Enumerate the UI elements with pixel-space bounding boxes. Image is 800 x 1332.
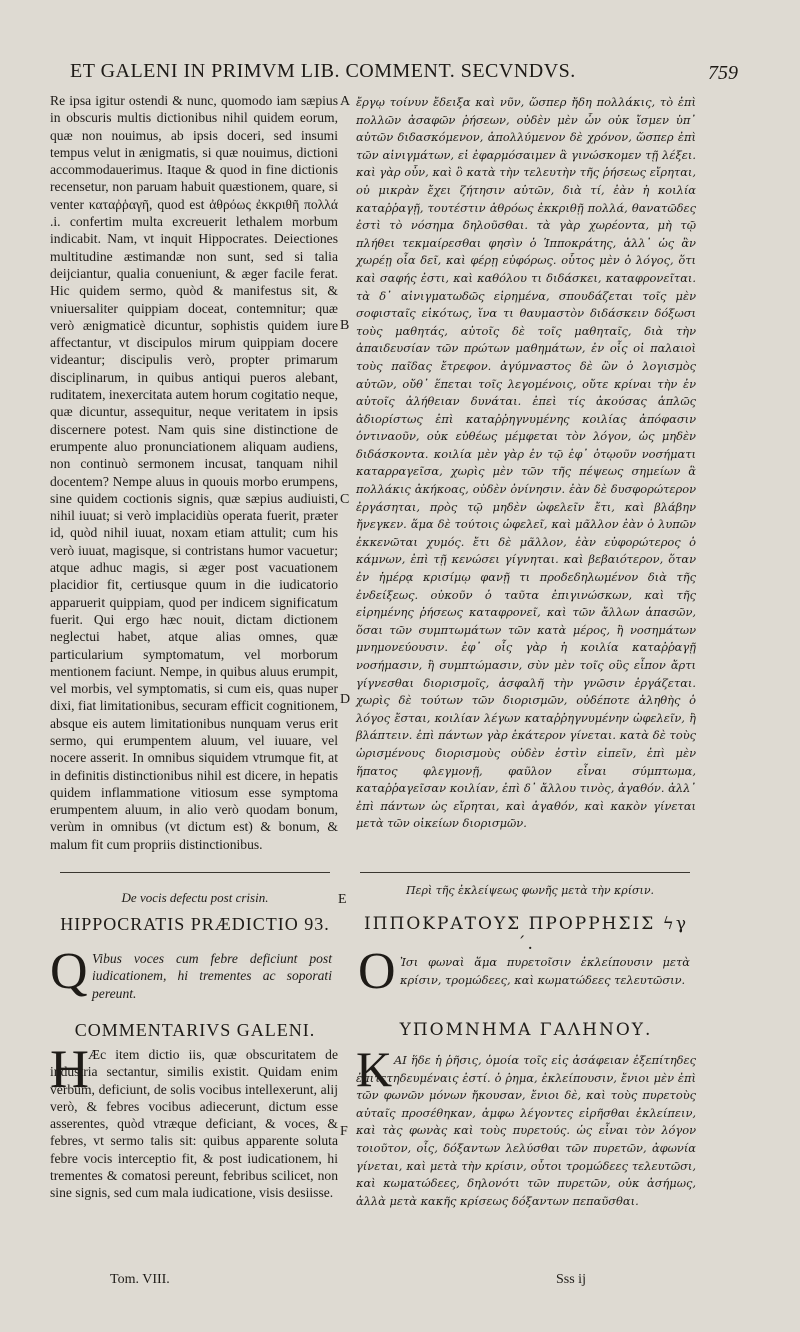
latin-prediction-initial: Q — [50, 943, 88, 1000]
latin-galen-text: Æc item dictio iis, quæ obscuritatem de industria sectantur, similis existit. Quidam enim verbum, deficiunt, de solis vocibus intellexerunt, alij verò, & febres vocibus adiecerunt, dictum esse asserentes, quòd vtræque deficiant, & voces, & febres, vt sermo talis sit: quibus apparente soluta febre vocis interceptio fit, & post iudicationem, hi trementes & comatosi pereunt, febribus scilicet, non sine signis, sed cum mala iudicatione, visis desiisse. — [50, 1047, 338, 1201]
latin-galen-initial: H — [50, 1039, 89, 1099]
latin-prediction-text: Vibus voces cum febre deficiunt post iudicationem, hi trementes ac soporati pereunt. — [92, 951, 332, 1001]
margin-letter-e: E — [338, 892, 347, 907]
greek-galen-text: ΑΙ ἥδε ἡ ῥῆσις, ὁμοία τοῖς εἰς ἀσάφειαν ἐξεπίτηδες ἐπιτετηδευμέναις ἐστί. ὁ ῥημα, ἐκλείπουσιν, ἔνιοι μὲν ἐπὶ τῶν φωνῶν μόνων ἤκουσαν, ἔνιοι δὲ, καὶ τοὺς πυρετοὺς αὐταῖς προσέθηκαν, ἀμφω λέγοντες εἰρῆσθαι ἐκλείπειν, καὶ τὰς φωνὰς καὶ τοὺς πυρετούς. ὡς εἶναι τὸν λόγον τοιοῦτον, οἷς, δόξαντων λελύσθαι τῶν πυρετῶν, ἀφωνία γίνεται, καὶ μετὰ τὴν κρίσιν, οὗτοι τρομώδεες τελευτῶσι, καὶ κωματώδεες, δηλονότι τῶν πυρετῶν, οὐκ ἀσήμως, ἀλλὰ μετὰ κακῆς κρίσεως δόξαντων πεπαῦσθαι. — [356, 1053, 696, 1208]
greek-commentary-column — [356, 94, 696, 833]
latin-caption: De vocis defectu post crisin. — [121, 890, 269, 905]
right-divider-rule — [360, 872, 690, 873]
latin-commentary-column — [50, 92, 338, 853]
left-divider-rule — [60, 872, 330, 873]
page-number: 759 — [708, 62, 738, 84]
margin-letter-b: B — [340, 318, 350, 333]
running-head: ET GALENI IN PRIMVM LIB. COMMENT. SECVNDVS. — [70, 60, 576, 82]
volume-label: Tom. VIII. — [110, 1272, 170, 1287]
margin-letter-f: F — [340, 1124, 348, 1139]
latin-commentary-text: Re ipsa igitur ostendi & nunc, quomodo iam sæpius in obscuris multis dictionibus nihil quidem eorum, quæ non nouimus, ab ipsis doceri, sed insumi tempus velut in ænigmatis, si quæ nouimus, dictioni accommodauerimus. Itaque & quod in fine dictionis recensetur, non paruam habuit quæstionem, quare, si venter καταῤῥαγῆ, quod est ἀθρόως ἐκκριθῆ πολλά .i. confertim multa excreuerit lethalem morbum indicabit. Nam, vt inquit Hippocrates. Deiectiones multitudine æstimandæ non sunt, sed si talia deijciantur, qualia conueniunt, & æger facile ferat. Hic quidem sermo, quòd & manifestus sit, & vniuersaliter quippiam doceat, contemnitur; quæ verò ænigmaticè dicuntur, sophistis quidem iure affectantur, vt discipulos mirum quippiam docere videantur; discipulis verò, propter primarum disciplinarum, in quibus antiqui pueros alebant, ruditatem, inexercitata autem horum cogitatio neque, quæ dicuntur, assequitur, neque veritatem in ipsis discernere potest. Nam quis sine distinctione de erumpente aluo pronunciationem aliquam audiens, non continuò sermonem incusat, tanquam nihil docentem? Nempe aluus in quouis morbo erumpens, sine quidem coctionis signis, quæ sæpius audiuisti, nihil iuuat; si verò implacidiùs operata fuerit, præter id, quòd nihil iuuat, noxam etiam attulit; cum his verò iuuat, magisque, si contristans humor vacuetur; atque adhuc magis, si æger post vacuationem placidior fit, certiusque quum in die iudicatorio apparuerit quippiam, quod per indicem significatum fuerit. Qui ergo hæc nouit, dictam dictionem neglectui habet, atque alias omnes, quæ particularium symptomatum, vel morborum mentionem faciunt. Nempe, in quibus aluus erumpit, vel morbis, vel symptomatis, si cum eis, quas nuper dixi, fiat limitationibus, securam efficit cognitionem, absque eis autem limitationibus nunquam verus erit sermo, qui erumpentem aluum, vel iuuare, vel nocere asserit. In omnibus siquidem vtrumque fit, at in definitis distinctionibus nihil est dicere, in hepatis quidem inflammatione vitiosum esse symptoma erumpentem aluum, in alio verò quodam bonum, verùm in omnibus (vt dictum est) & bonum, & malum fit cum propriis distinctionibus. — [50, 93, 339, 852]
greek-caption: Περὶ τῆς ἐκλείψεως φωνῆς μετὰ τὴν κρίσιν. — [405, 884, 655, 897]
margin-letter-d: D — [340, 692, 351, 707]
latin-section-title: HIPPOCRATIS PRÆDICTIO 93. — [60, 914, 330, 934]
signature-mark: Sss ij — [556, 1272, 586, 1287]
latin-commentary-title: COMMENTARIVS GALENI. — [74, 1020, 316, 1040]
greek-section-title: ΙΠΠΟΚΡΑΤΟΥΣ ΠΡΟΡΡΗΣΙΣ ϟγ´. — [363, 914, 689, 954]
greek-prediction-text: Ἰσι φωναὶ ἅμα πυρετοῖσιν ἐκλείπουσιν μετὰ κρίσιν, τρομώδεες, καὶ κωματώδεες τελευτῶσιν. — [400, 955, 690, 987]
greek-galen-initial: K — [356, 1041, 393, 1097]
greek-commentary-text: ἔργῳ τοίνυν ἔδειξα καὶ νῦν, ὥσπερ ἤδη πολλάκις, τὸ ἐπὶ πολλῶν ἀσαφῶν ῥήσεων, οὐδὲν μὲν ὧν οὐκ ἴσμεν ὑπ᾽ αὐτῶν διδασκόμενον, ἀπολλύμενον δὲ χρόνον, ὥσπερ ἐπὶ τῶν αἰνιγμάτων, εἰ ἐφαρμόσαιμεν ἃ γινώσκομεν τῇ λέξει. καὶ γὰρ οὖν, καὶ ὃ κατὰ τὴν τελευτὴν τῆς ῥήσεως εἴρηται, οὐ μικρὰν ἔχει ζήτησιν αὐτῶν, διὰ τί, ἐὰν ἡ κοιλία καταῤῥαγῇ, τουτέστιν ἀθρόως ἐκκριθῇ πολλά, θανατῶδες ἐστὶ τὸ νόσημα δηλοῦσθαι. τὰ γὰρ χωρέοντα, μὴ τῷ πλήθει τεκμαίρεσθαι φησὶν ὁ Ἱπποκράτης, ἀλλ᾽ ὡς ἂν χωρέῃ οἷα δεῖ, καὶ φέρῃ εὐφόρως. οὗτος μὲν ὁ λόγος, ὅτι καὶ σαφής ἐστι, καὶ καθόλου τι διδάσκει, καταφρονεῖται. τὰ δ᾽ αἰνιγματωδῶς εἰρημένα, σπουδάζεται τοῖς μὲν σοφισταῖς εἰκότως, ἵνα τι θαυμαστὸν διδάσκειν δόξωσι τοὺς μαθητάς, αὐτοῖς δὲ τοῖς μαθηταῖς, διὰ τὴν ἀπαιδευσίαν τῶν πρώτων μαθημάτων, ἐν οἷς οἱ παλαιοὶ τοὺς παῖδας ἔτρεφον. ἀγύμναστος δὲ ὢν ὁ λογισμὸς αὐτῶν, οὔθ᾽ ἕπεται τοῖς λεγομένοις, οὔτε κρίναι τὴν ἐν αὐτοῖς ἀλήθειαν δυνάται. ἐπεὶ τίς ἀκούσας ἁπλῶς ἀδιορίστως ἐπὶ καταῤῥηγνυμένης κοιλίας ἀπόφασιν ὁντιναοῦν, οὐκ εὐθέως μέμφεται τὸν λόγον, ὡς μηδὲν διδάσκοντα. κοιλία μὲν γὰρ ἐν τῷ ἐφ᾽ ὁτῳοῦν νοσήματι καταρραγεῖσα, χωρὶς μὲν τῶν τῆς πέψεως σημείων ἃ πολλάκις ἀκήκοας, οὐδὲν ὀνίνησιν. ἐὰν δὲ δυσφορώτερον ἐργάσηται, πρὸς τῷ μηδὲν ὠφελεῖν ἔτι, καὶ βλάβην ἤνεγκεν. ἅμα δὲ τούτοις ὠφελεῖ, καὶ μᾶλλον ἐὰν ὁ λυπῶν ἐκκενῶται χυμός. ἔτι δὲ μᾶλλον, ἐὰν εὐφορώτερος ὁ κάμνων, ἐπὶ τῇ κενώσει γίγνηται. καὶ βεβαιότερον, ὅταν ἐν ἡμέρᾳ κρισίμῳ φανῇ τι προδεδηλωμένον διὰ τῆς ἐνδείξεως. οὐκοῦν ὁ ταῦτα ἐπιγινώσκων, καὶ τῆς εἰρημένης ῥήσεως καταφρονεῖ, καὶ τῶν ἄλλων ἁπασῶν, ὅσαι τῶν συμπτωμάτων τῶν κατὰ μέρος, ἢ νοσημάτων μνημονεύουσιν. ἐφ᾽ οἷς γὰρ ἡ κοιλία καταῤῥαγῇ νοσήμασιν, ἢ συμπτώμασιν, σὺν μὲν τοῖς οὓς εἶπον ἄρτι γίγνεσθαι διορισμοῖς, ἀσφαλῆ τὴν γνῶσιν ἐργάζεται. χωρὶς δὲ τούτων τῶν διορισμῶν, οὐδέποτε ἀληθὴς ὁ λόγος ἔσται, κοιλίαν λέγων καταῤῥηγνυμένην ὠφελεῖν, ἢ βλάπτειν. ἐπὶ πάντων γὰρ ἑκάτερον γίνεται. κατὰ δὲ τοὺς ὡρισμένους διορισμοὺς οὐδὲν ἐστὶν εἰπεῖν, ἐπὶ μὲν ἥπατος φλεγμονῇ, φαῦλον εἶναι σύμπτωμα, καταῤῥαγεῖσαν κοιλίαν, ἐπὶ δ᾽ ἄλλου τινὸς, ἀγαθόν. ἀλλ᾽ ἐπὶ πάντων ὡς εἴρηται, καὶ ἀγαθόν, καὶ κακὸν γίνεται μετὰ τῶν οἰκείων διορισμῶν. — [356, 95, 696, 831]
greek-commentary-title: ΥΠΟΜΝΗΜΑ ΓΑΛΗΝΟΥ. — [399, 1020, 653, 1040]
margin-letter-a: A — [340, 94, 351, 109]
margin-letter-c: C — [340, 492, 350, 507]
greek-prediction-initial: O — [358, 943, 396, 1000]
